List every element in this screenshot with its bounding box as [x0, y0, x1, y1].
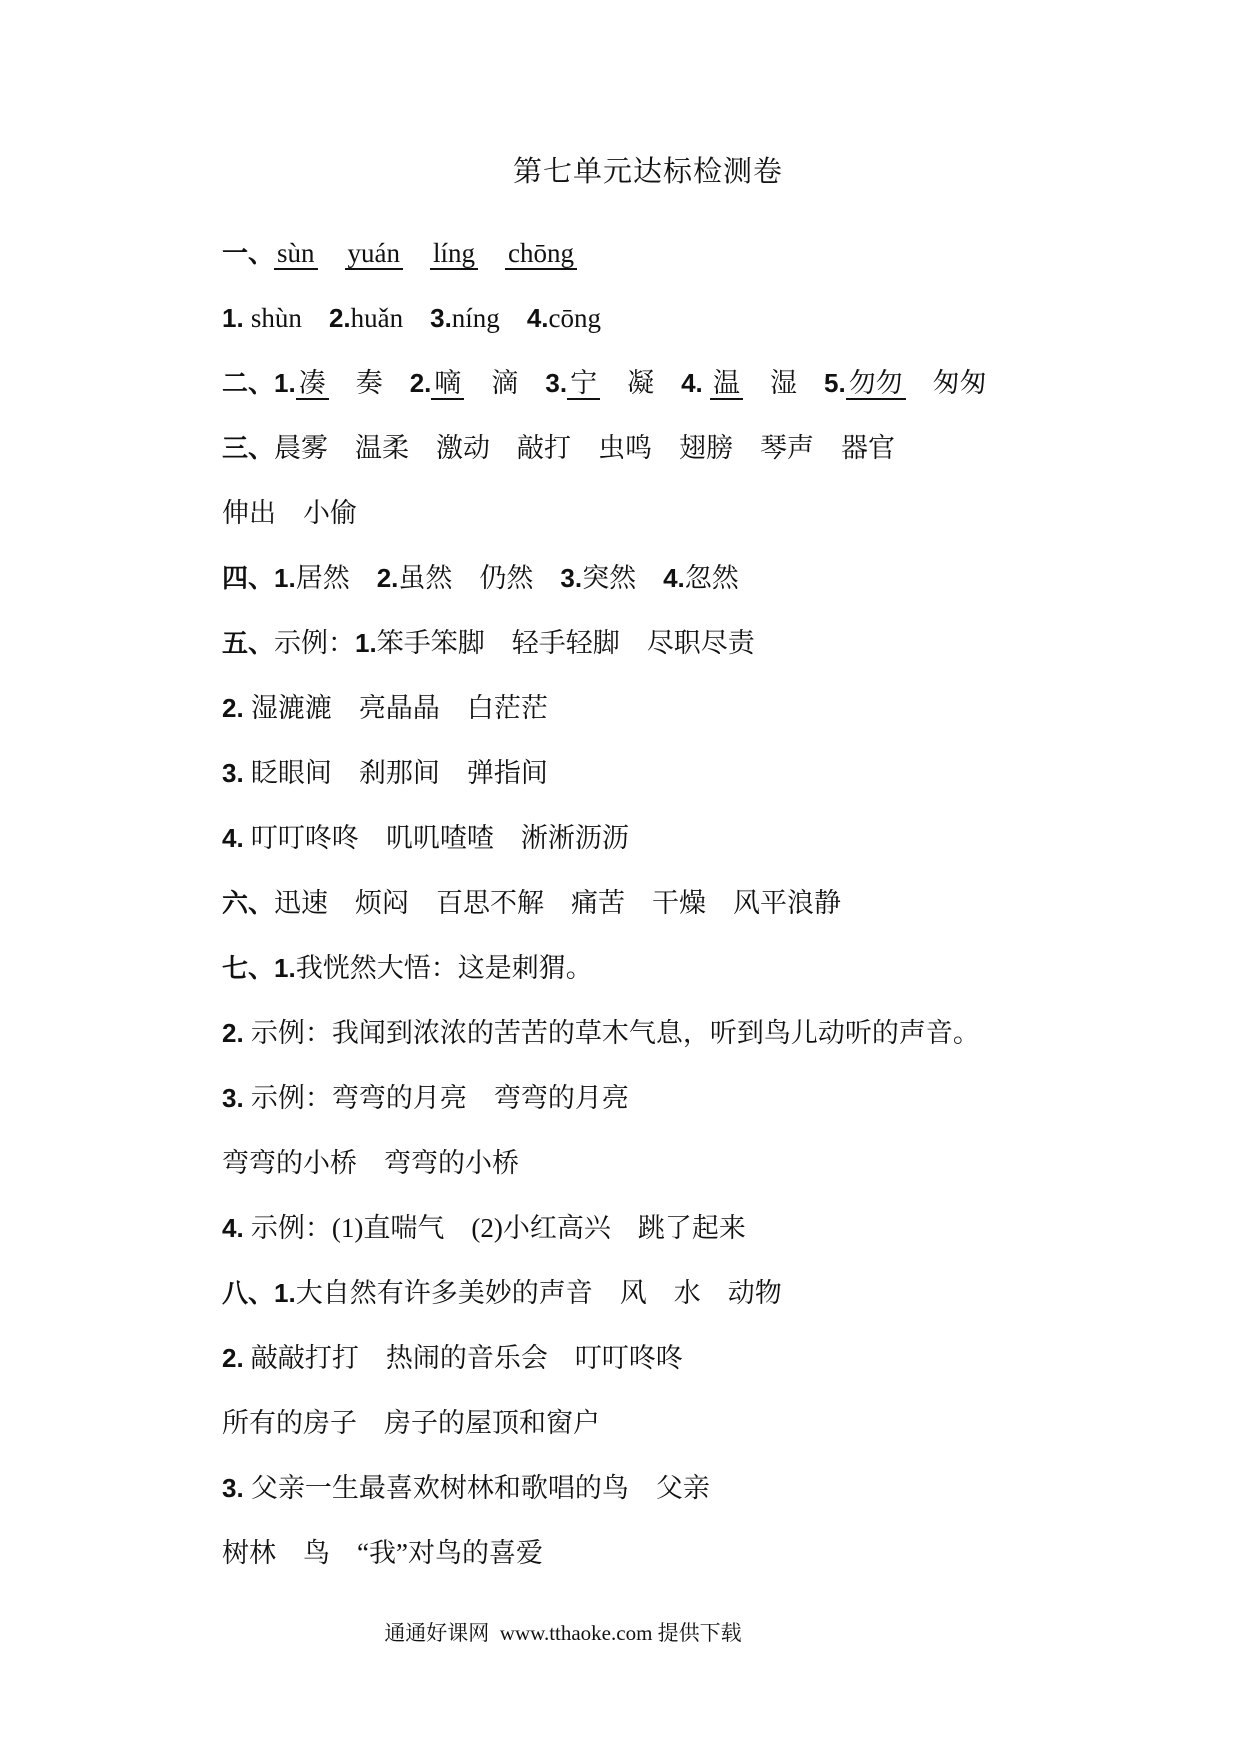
answer-line-6 — [222, 546, 1012, 611]
answer-line-7 — [222, 611, 1012, 676]
text-segment: 虽然 仍然 — [398, 563, 561, 593]
underlined-answer: chōng — [505, 238, 577, 270]
answer-line-16 — [222, 1196, 1012, 1261]
answer-line-17 — [222, 1261, 1012, 1326]
text-segment: 叮叮咚咚 叽叽喳喳 淅淅沥沥 — [250, 823, 629, 853]
text-segment: 2. — [222, 1343, 251, 1373]
text-segment — [478, 238, 505, 268]
underlined-answer: yuán — [345, 238, 403, 270]
text-segment: 突然 — [582, 563, 664, 593]
underlined-answer: 温 — [710, 368, 743, 400]
text-segment: 七、 — [222, 953, 275, 983]
text-segment: 2. — [328, 303, 351, 333]
text-segment: 1. — [274, 953, 296, 983]
text-segment: shùn — [250, 303, 329, 333]
underlined-answer: 勿勿 — [846, 368, 906, 400]
answer-line-12 — [222, 936, 1012, 1001]
text-segment: 居然 — [295, 563, 377, 593]
answer-line-9 — [222, 741, 1012, 806]
answer-line-5 — [222, 481, 1012, 546]
text-segment: 大自然有许多美妙的声音 风 水 动物 — [295, 1278, 782, 1308]
text-segment: 一、 — [222, 238, 275, 268]
text-segment: 眨眼间 刹那间 弹指间 — [250, 758, 548, 788]
text-segment: 晨雾 温柔 激动 敲打 虫鸣 翅膀 琴声 器官 — [274, 433, 896, 463]
text-segment: 3. — [222, 1083, 251, 1113]
text-segment: 树林 鸟 “我”对鸟的喜爱 — [222, 1538, 543, 1568]
text-segment: 4. — [663, 563, 685, 593]
text-segment: 5. — [824, 368, 846, 398]
text-segment: 4. — [526, 303, 549, 333]
underlined-answer: sùn — [274, 238, 318, 270]
text-segment: 2. — [409, 368, 432, 398]
text-segment: 示例： — [274, 628, 356, 658]
answer-line-1 — [222, 221, 1012, 286]
text-segment: 迅速 烦闷 百思不解 痛苦 干燥 风平浪静 — [274, 888, 842, 918]
text-segment: 3. — [222, 758, 251, 788]
text-segment: 3. — [222, 1473, 251, 1503]
answer-line-19 — [222, 1391, 1012, 1456]
text-segment: 忽然 — [684, 563, 739, 593]
text-segment: 奏 — [328, 368, 410, 398]
text-segment: 六、 — [222, 888, 275, 918]
text-segment: 示例：弯弯的月亮 弯弯的月亮 — [250, 1083, 629, 1113]
text-segment: 父亲一生最喜欢树林和歌唱的鸟 父亲 — [250, 1473, 710, 1503]
text-segment: 3. — [560, 563, 583, 593]
text-segment: 二、 — [222, 368, 275, 398]
answer-line-18 — [222, 1326, 1012, 1391]
text-segment: 2. — [376, 563, 399, 593]
underlined-answer: líng — [430, 238, 478, 270]
text-segment: 湿 — [743, 368, 824, 398]
answer-line-20 — [222, 1456, 1012, 1521]
text-segment: 五、 — [222, 628, 275, 658]
text-segment: huǎn — [350, 303, 431, 333]
text-segment: 1. — [355, 628, 377, 658]
text-segment: 示例：(1)直喘气 (2)小红高兴 跳了起来 — [250, 1213, 746, 1243]
text-segment: 敲敲打打 热闹的音乐会 叮叮咚咚 — [250, 1343, 683, 1373]
text-segment: 1. — [222, 303, 251, 333]
text-segment: níng — [451, 303, 527, 333]
answer-line-2 — [222, 286, 1012, 351]
answer-line-3 — [222, 351, 1012, 416]
underlined-answer: 宁 — [567, 368, 600, 400]
text-segment: 2. — [222, 1018, 251, 1048]
answer-line-15 — [222, 1131, 1012, 1196]
text-segment: 3. — [545, 368, 568, 398]
answer-lines — [222, 221, 1012, 1586]
text-segment: 2. — [222, 693, 251, 723]
text-segment: 四、 — [222, 563, 275, 593]
underlined-answer: 嘀 — [431, 368, 464, 400]
text-segment: 匆匆 — [905, 368, 987, 398]
text-segment: 1. — [274, 563, 296, 593]
answer-line-21 — [222, 1521, 1012, 1586]
text-segment: 湿漉漉 亮晶晶 白茫茫 — [250, 693, 548, 723]
text-segment: cōng — [548, 303, 601, 333]
text-segment: 1. — [274, 368, 296, 398]
underlined-answer: 凑 — [296, 368, 329, 400]
text-segment: 4. — [222, 1213, 251, 1243]
text-segment: 1. — [274, 1278, 296, 1308]
text-segment: 示例：我闻到浓浓的苦苦的草木气息，听到鸟儿动听的声音。 — [250, 1018, 980, 1048]
text-segment — [403, 238, 430, 268]
footer-text: 通通好课网 www.tthaoke.com 提供下载 — [384, 1621, 742, 1645]
page-title: 第七单元达标检测卷 — [512, 156, 783, 188]
answer-line-14 — [222, 1066, 1012, 1131]
text-segment: 伸出 小偷 — [222, 498, 357, 528]
text-segment: 4. — [222, 823, 251, 853]
text-segment: 我恍然大悟：这是刺猬。 — [295, 953, 593, 983]
answer-line-4 — [222, 416, 1012, 481]
text-segment: 三、 — [222, 433, 275, 463]
answer-line-10 — [222, 806, 1012, 871]
text-segment: 4. — [681, 368, 710, 398]
text-segment: 滴 — [464, 368, 546, 398]
answer-line-13 — [222, 1001, 1012, 1066]
text-segment: 3. — [430, 303, 452, 333]
text-segment: 笨手笨脚 轻手轻脚 尽职尽责 — [376, 628, 755, 658]
text-segment: 所有的房子 房子的屋顶和窗户 — [222, 1408, 600, 1438]
text-segment: 八、 — [222, 1278, 275, 1308]
answer-line-11 — [222, 871, 1012, 936]
text-segment — [318, 238, 345, 268]
answer-line-8 — [222, 676, 1012, 741]
text-segment: 凝 — [600, 368, 682, 398]
text-segment: 弯弯的小桥 弯弯的小桥 — [222, 1148, 519, 1178]
